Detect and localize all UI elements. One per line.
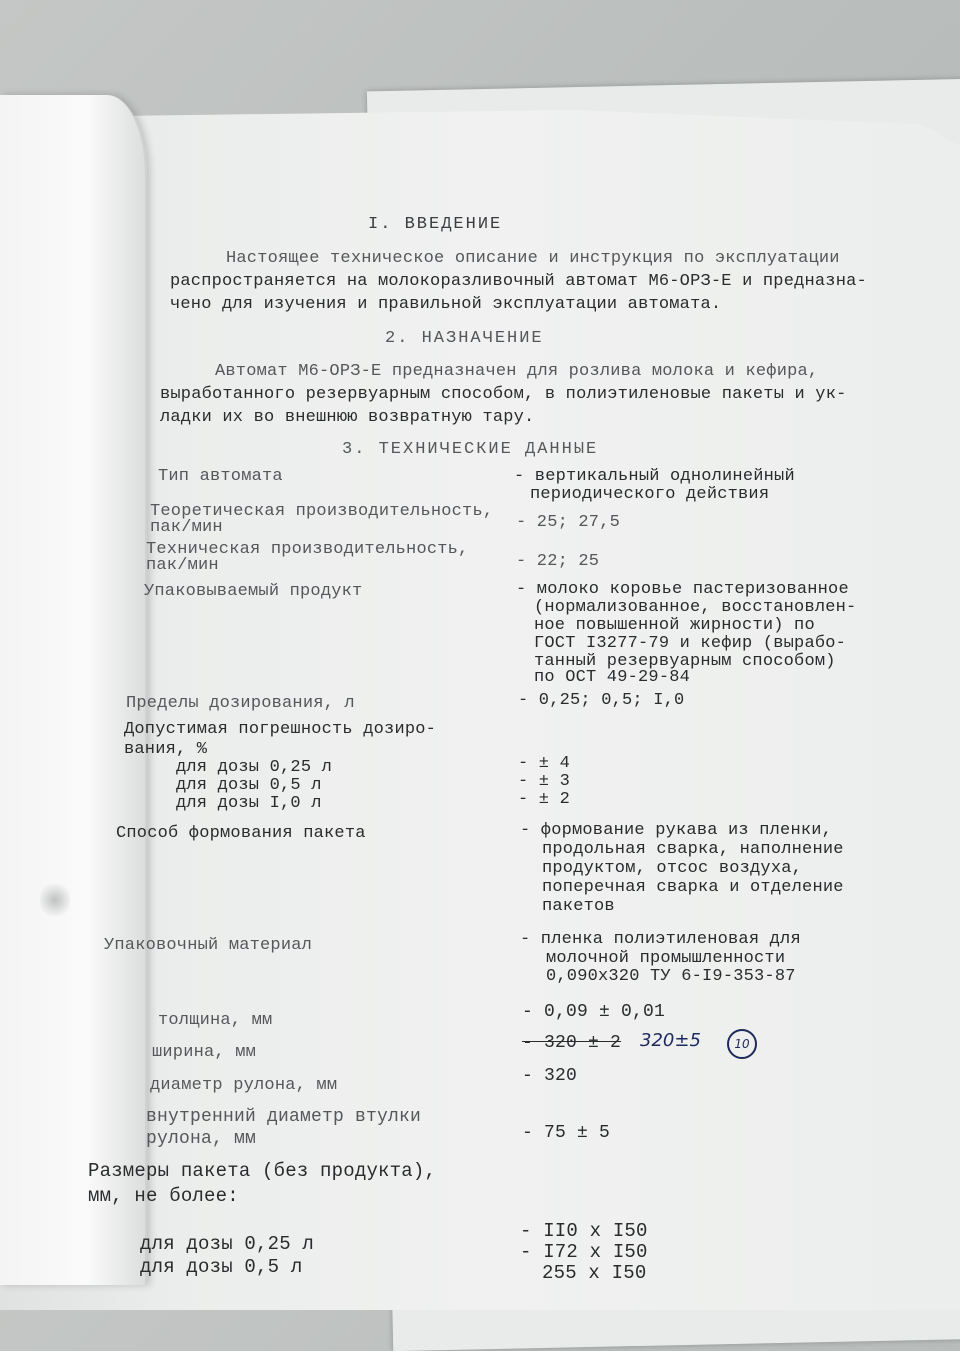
spec-roll-value: - 320: [522, 1066, 578, 1086]
spec-size-label-1: Размеры пакета (без продукта),: [88, 1160, 437, 1182]
intro-line-3: чено для изучения и правильной эксплуатации автомата.: [170, 295, 722, 314]
handwritten-correction: 320±5: [640, 1030, 701, 1051]
section-2-title: 2. НАЗНАЧЕНИЕ: [385, 329, 544, 348]
spec-size-row-1: для дозы 0,25 л: [140, 1233, 315, 1255]
spec-forming-value-5: пакетов: [542, 897, 615, 916]
purpose-line-3: ладки их во внешнюю возвратную тару.: [160, 408, 535, 427]
spec-size-value-3: 255 х I50: [542, 1262, 647, 1284]
spec-type-value-1: - вертикальный однолинейный: [514, 467, 795, 486]
spec-width-value: - 320 ± 2: [522, 1033, 622, 1053]
spec-type-value-2: периодического действия: [530, 485, 770, 504]
spec-product-value-1: - молоко коровье пастеризованное: [516, 580, 849, 599]
spec-dose-label: Пределы дозирования, л: [126, 694, 355, 713]
spec-thickness-label: толщина, мм: [158, 1011, 273, 1030]
spec-type-label: Тип автомата: [158, 467, 283, 486]
spec-size-value-2: - I72 х I50: [520, 1241, 648, 1263]
spec-forming-value-2: продольная сварка, наполнение: [542, 840, 844, 859]
purpose-line-2: выработанного резервуарным способом, в полиэтиленовые пакеты и ук-: [160, 385, 847, 404]
intro-line-2: распространяется на молокоразливочный автомат М6-ОРЗ-Е и предназна-: [170, 272, 867, 291]
spec-thickness-value: - 0,09 ± 0,01: [522, 1002, 666, 1022]
spec-tech-value: - 22; 25: [516, 552, 600, 571]
spec-product-value-4: ГОСТ I3277-79 и кефир (вырабо-: [534, 634, 847, 653]
spec-forming-value-3: продуктом, отсос воздуха,: [542, 859, 803, 878]
spec-inner-label-2: рулона, мм: [146, 1129, 257, 1149]
correction-stamp: 10: [727, 1029, 757, 1059]
spec-product-value-2: (нормализованное, восстановлен-: [534, 598, 857, 617]
spec-error-label-2: вания, %: [124, 740, 208, 759]
spec-inner-label-1: внутренний диаметр втулки: [146, 1107, 422, 1127]
spec-material-label: Упаковочный материал: [104, 936, 313, 955]
spec-error-value-1: - ± 4: [518, 754, 571, 773]
spec-material-value-1: - пленка полиэтиленовая для: [520, 930, 801, 949]
spec-size-value-1: - II0 х I50: [520, 1220, 648, 1242]
spec-error-row-2: для дозы 0,5 л: [176, 776, 322, 795]
intro-line-1: Настоящее техническое описание и инструкция по эксплуатации: [226, 249, 840, 268]
spec-tech-label-1: Техническая производительность,: [146, 540, 469, 559]
spec-theor-value: - 25; 27,5: [516, 513, 621, 532]
spec-error-label-1: Допустимая погрешность дозиро-: [124, 720, 437, 739]
spec-width-label: ширина, мм: [152, 1043, 257, 1062]
spec-error-row-3: для дозы I,0 л: [176, 794, 322, 813]
spec-error-row-1: для дозы 0,25 л: [176, 758, 333, 777]
spec-roll-label: диаметр рулона, мм: [150, 1076, 338, 1095]
spec-theor-label-1: Теоретическая производительность,: [150, 502, 494, 521]
spec-error-value-2: - ± 3: [518, 772, 571, 791]
spec-theor-label-2: пак/мин: [150, 518, 223, 537]
spec-forming-value-1: - формование рукава из пленки,: [520, 821, 833, 840]
spec-size-row-2: для дозы 0,5 л: [140, 1256, 303, 1278]
spec-material-value-2: молочной промышленности: [546, 949, 786, 968]
spec-forming-value-4: поперечная сварка и отделение: [542, 878, 844, 897]
spec-error-value-3: - ± 2: [518, 790, 571, 809]
spec-tech-label-2: пак/мин: [146, 556, 219, 575]
spec-forming-label: Способ формования пакета: [116, 824, 366, 843]
section-3-title: 3. ТЕХНИЧЕСКИЕ ДАННЫЕ: [342, 440, 599, 459]
spec-material-value-3: 0,090х320 ТУ 6-I9-353-87: [546, 967, 796, 986]
spec-inner-value: - 75 ± 5: [522, 1123, 611, 1143]
purpose-line-1: Автомат М6-ОРЗ-Е предназначен для розлива молока и кефира,: [215, 362, 819, 381]
section-1-title: I. ВВЕДЕНИЕ: [368, 215, 503, 234]
spec-product-value-6: по ОСТ 49-29-84: [534, 668, 691, 687]
spec-size-label-2: мм, не более:: [88, 1185, 239, 1207]
spec-dose-value: - 0,25; 0,5; I,0: [518, 691, 685, 710]
spec-product-value-5: танный резервуарным способом): [534, 652, 836, 671]
spec-product-value-3: ное повышенной жирности) по: [534, 616, 815, 635]
spec-product-label: Упаковываемый продукт: [144, 582, 363, 601]
